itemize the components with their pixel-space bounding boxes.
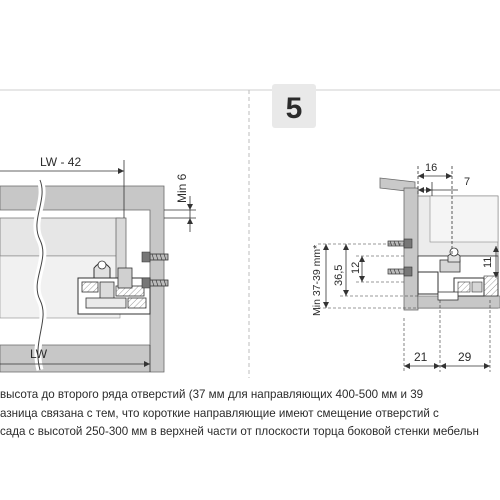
screw-right-lower — [388, 267, 412, 276]
label-lw: LW — [30, 347, 48, 361]
label-min-6: Min 6 — [175, 173, 189, 203]
label-7: 7 — [464, 176, 471, 188]
dim-29 — [440, 300, 490, 372]
right-drawing — [311, 162, 500, 372]
label-21: 21 — [414, 350, 428, 364]
label-lw-minus: LW - 42 — [40, 155, 82, 169]
dim-21 — [404, 300, 440, 372]
label-29: 29 — [458, 350, 472, 364]
label-36-5: 36,5 — [333, 264, 345, 286]
dim-min-37-39 — [311, 244, 418, 316]
left-drawing — [0, 155, 196, 372]
label-11: 11 — [482, 256, 494, 268]
label-16: 16 — [425, 162, 438, 174]
screw-right-upper — [388, 239, 412, 248]
drawer-panel — [0, 218, 120, 256]
cabinet-side-wall — [404, 188, 418, 310]
label-12: 12 — [350, 261, 362, 274]
dim-min-6 — [164, 173, 196, 232]
paragraph-line-3: сада с высотой 250-300 мм в верхней части от плоскости торца боковой стенки мебельн — [0, 425, 479, 438]
label-min-37-39: Min 37-39 mm* — [311, 244, 323, 316]
instruction-paragraph — [0, 386, 500, 442]
paragraph-line-1: высота до второго ряда отверстий (37 мм для направляющих 400-500 мм и 39 — [0, 388, 424, 401]
step-badge — [272, 84, 316, 128]
paragraph-line-2: азница связана с тем, что короткие направляющие имеют смещение отверстий с — [0, 406, 439, 420]
dim-7 — [418, 176, 470, 196]
step-number: 5 — [285, 92, 303, 125]
